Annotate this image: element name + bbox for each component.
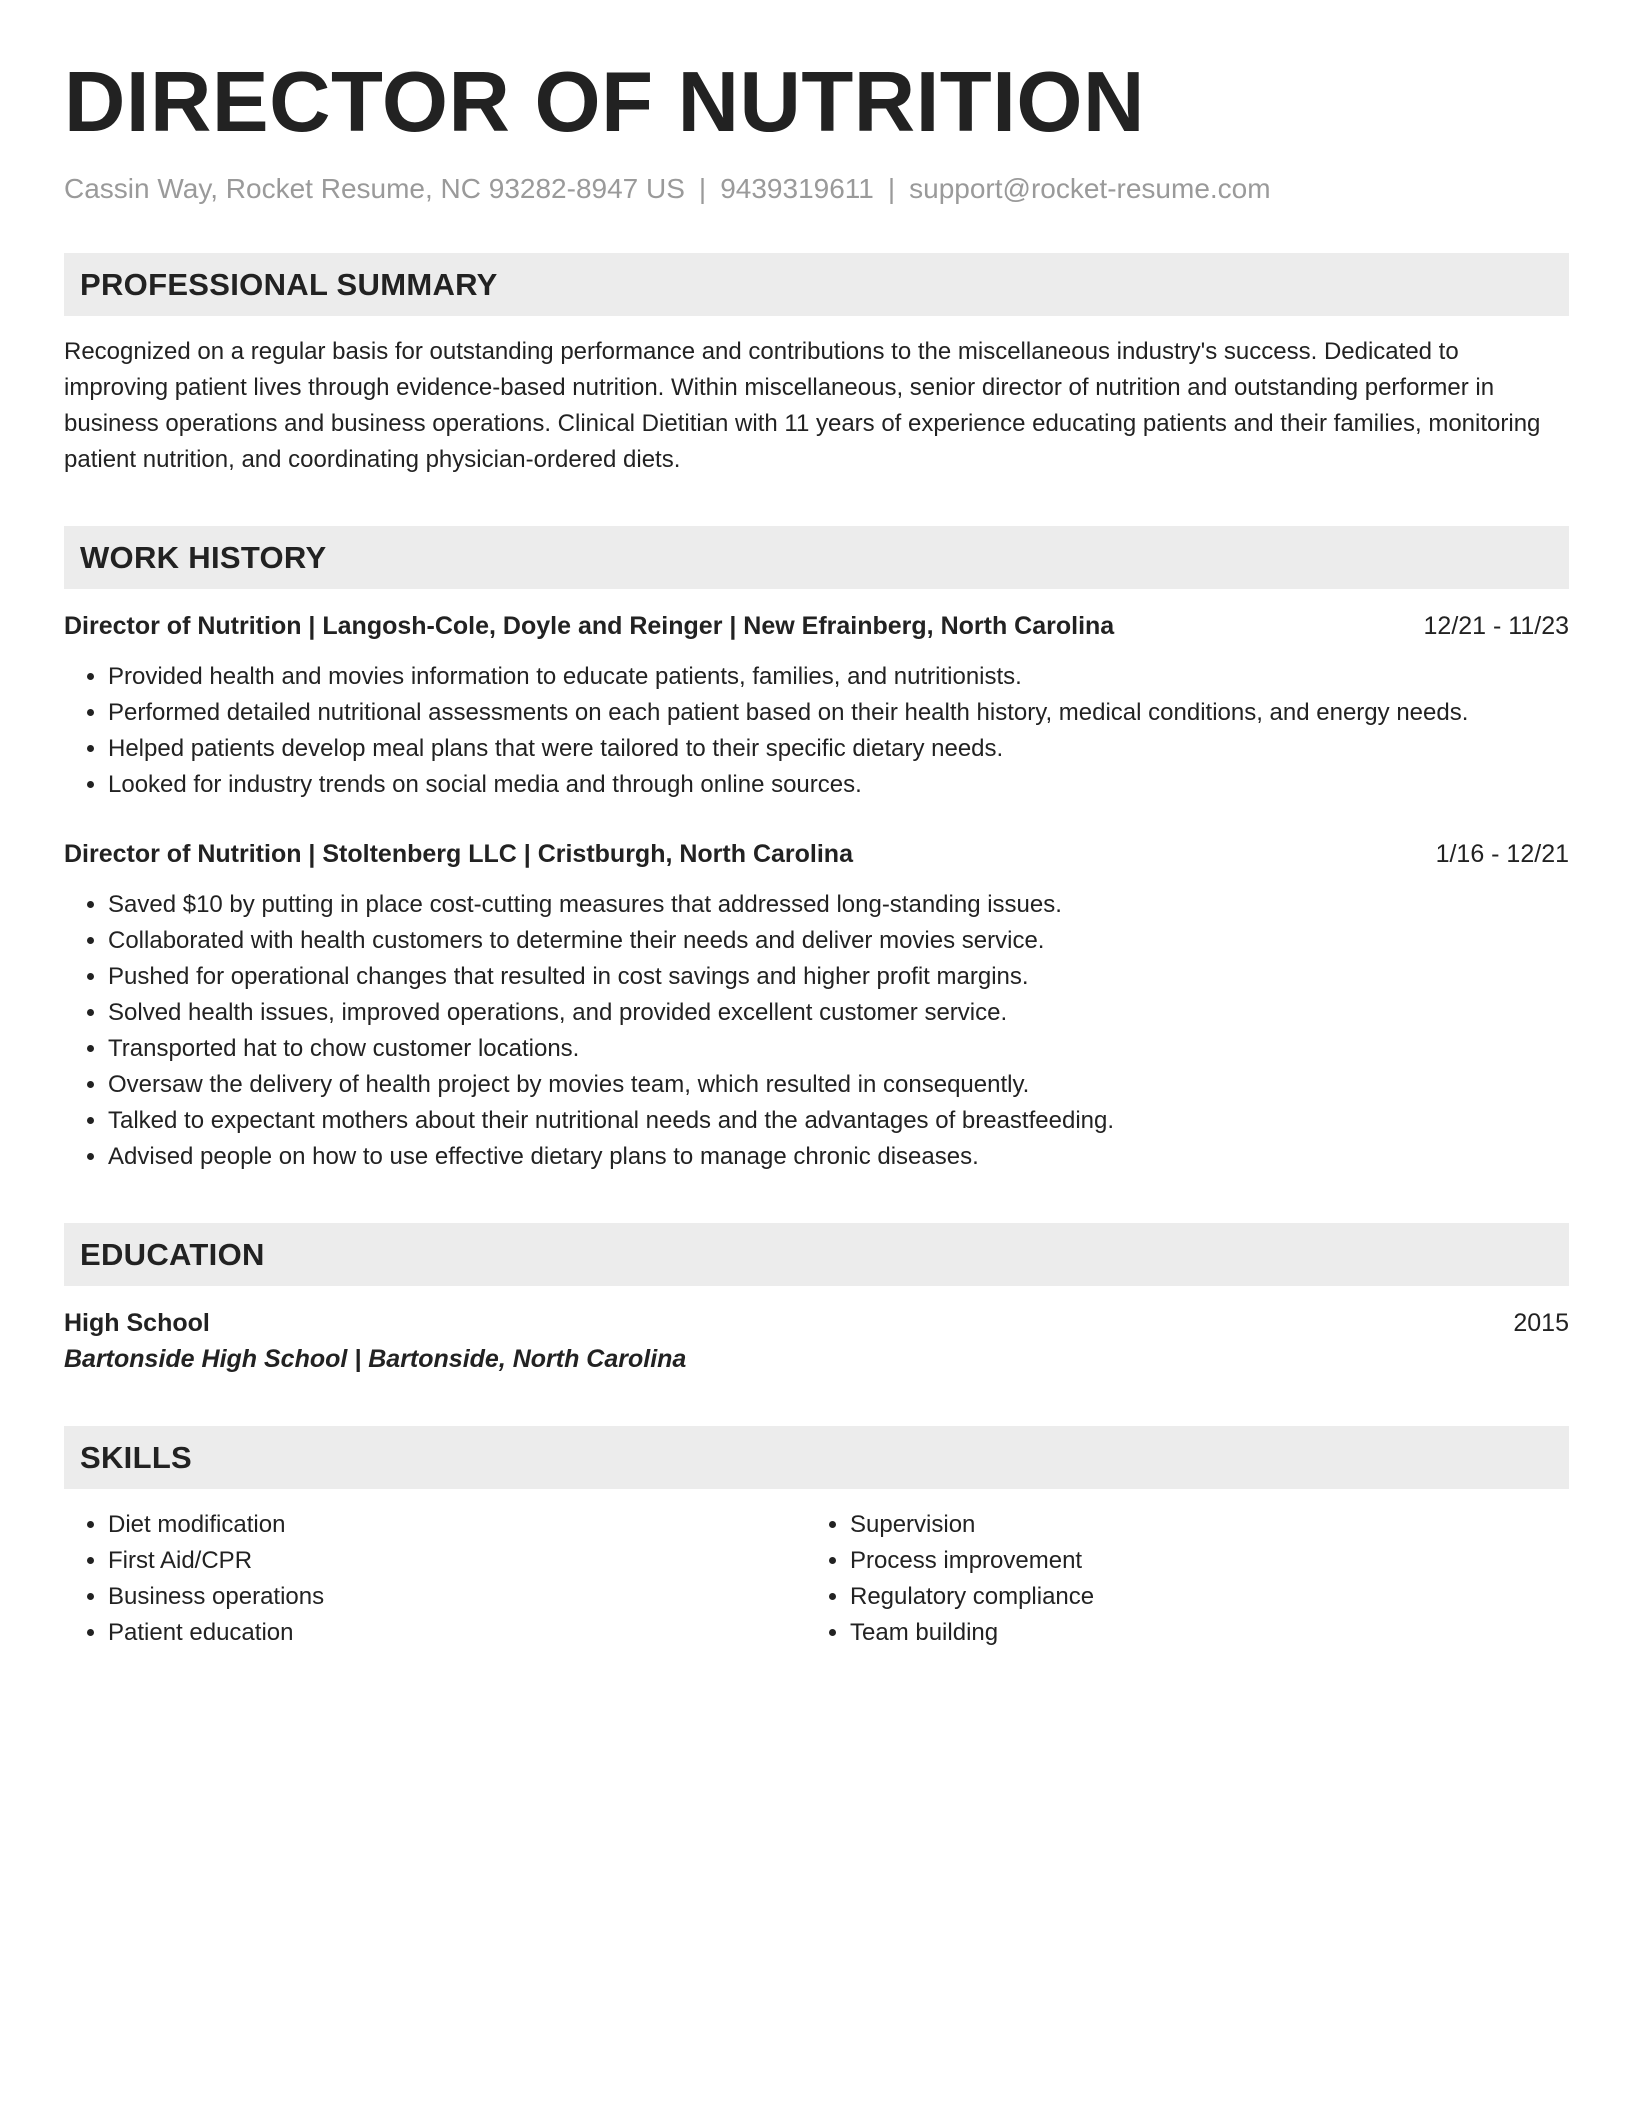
job-bullet: • Helped patients develop meal plans that were tailored to their specific dietary needs. (108, 731, 1569, 767)
resume-title: DIRECTOR OF NUTRITION (64, 55, 1145, 150)
skill-item: • Business operations (108, 1579, 806, 1615)
contact-email: support@rocket-resume.com (909, 172, 1271, 204)
job-bullet: • Looked for industry trends on social media and through online sources. (108, 767, 1569, 803)
job-title: Director of Nutrition | Stoltenberg LLC | Cristburgh, North Carolina (64, 840, 853, 869)
education-header (64, 1306, 1569, 1340)
skill-item: • Diet modification (108, 1507, 806, 1543)
job-title: Director of Nutrition | Langosh-Cole, Doyle and Reinger | New Efrainberg, North Carolina (64, 612, 1115, 641)
skill-item: • First Aid/CPR (108, 1543, 806, 1579)
job-header (64, 837, 1569, 871)
job-header (64, 609, 1569, 643)
work-heading: WORK HISTORY (80, 539, 327, 575)
job-bullet: • Transported hat to chow customer locations. (108, 1031, 1569, 1067)
summary-text: Recognized on a regular basis for outstanding performance and contributions to the miscellaneous industry's success. Dedicated to improving patient lives through evidence-based nutrition. Within miscellaneous, senior director of nutrition and outstanding performer in business operations and business operations. Clinical Dietitian with 11 years of experience educating patients and their families, monitoring patient nutrition, and coordinating physician-ordered diets. (64, 338, 1541, 474)
education-school: Bartonside High School | Bartonside, North Carolina (64, 1345, 687, 1374)
education-degree: High School (64, 1309, 210, 1338)
summary-section-header (64, 253, 1569, 316)
job-bullet: • Oversaw the delivery of health project by movies team, which resulted in consequently. (108, 1067, 1569, 1103)
contact-separator: | (698, 172, 707, 204)
skills-column-left (64, 1507, 806, 1651)
contact-line (64, 172, 1569, 206)
job-dates: 1/16 - 12/21 (1435, 840, 1569, 869)
job-bullets (64, 887, 1569, 1175)
work-section-header (64, 526, 1569, 589)
job-bullet: • Solved health issues, improved operations, and provided excellent customer service. (108, 995, 1569, 1031)
summary-heading: PROFESSIONAL SUMMARY (80, 266, 498, 302)
job-bullet: • Saved $10 by putting in place cost-cutting measures that addressed long-standing issues. (108, 887, 1569, 923)
job-entry (64, 609, 1569, 803)
job-bullet: • Performed detailed nutritional assessments on each patient based on their health history, medical conditions, and energy needs. (108, 695, 1569, 731)
job-dates: 12/21 - 11/23 (1423, 612, 1569, 641)
job-bullet: • Collaborated with health customers to determine their needs and deliver movies service. (108, 923, 1569, 959)
contact-address: Cassin Way, Rocket Resume, NC 93282-8947 US (64, 172, 685, 204)
skill-item: • Regulatory compliance (850, 1579, 1548, 1615)
job-bullet: • Talked to expectant mothers about their nutritional needs and the advantages of breastfeeding. (108, 1103, 1569, 1139)
resume-page (64, 56, 1569, 1651)
skill-item: • Patient education (108, 1615, 806, 1651)
contact-separator: | (887, 172, 896, 204)
contact-phone: 9439319611 (720, 172, 874, 204)
education-section-header (64, 1223, 1569, 1286)
job-entry (64, 837, 1569, 1175)
skills-heading: SKILLS (80, 1439, 193, 1475)
skills-section-header (64, 1426, 1569, 1489)
skill-item: • Team building (850, 1615, 1548, 1651)
education-year: 2015 (1513, 1309, 1569, 1338)
job-bullet: • Pushed for operational changes that resulted in cost savings and higher profit margins. (108, 959, 1569, 995)
job-bullet: • Provided health and movies information to educate patients, families, and nutritionists. (108, 659, 1569, 695)
skills-column-right (806, 1507, 1548, 1651)
job-bullet: • Advised people on how to use effective dietary plans to manage chronic diseases. (108, 1139, 1569, 1175)
skill-item: • Process improvement (850, 1543, 1548, 1579)
education-entry (64, 1306, 1569, 1378)
job-bullets (64, 659, 1569, 803)
skills-list (64, 1507, 1569, 1651)
education-heading: EDUCATION (80, 1236, 265, 1272)
skill-item: • Supervision (850, 1507, 1548, 1543)
